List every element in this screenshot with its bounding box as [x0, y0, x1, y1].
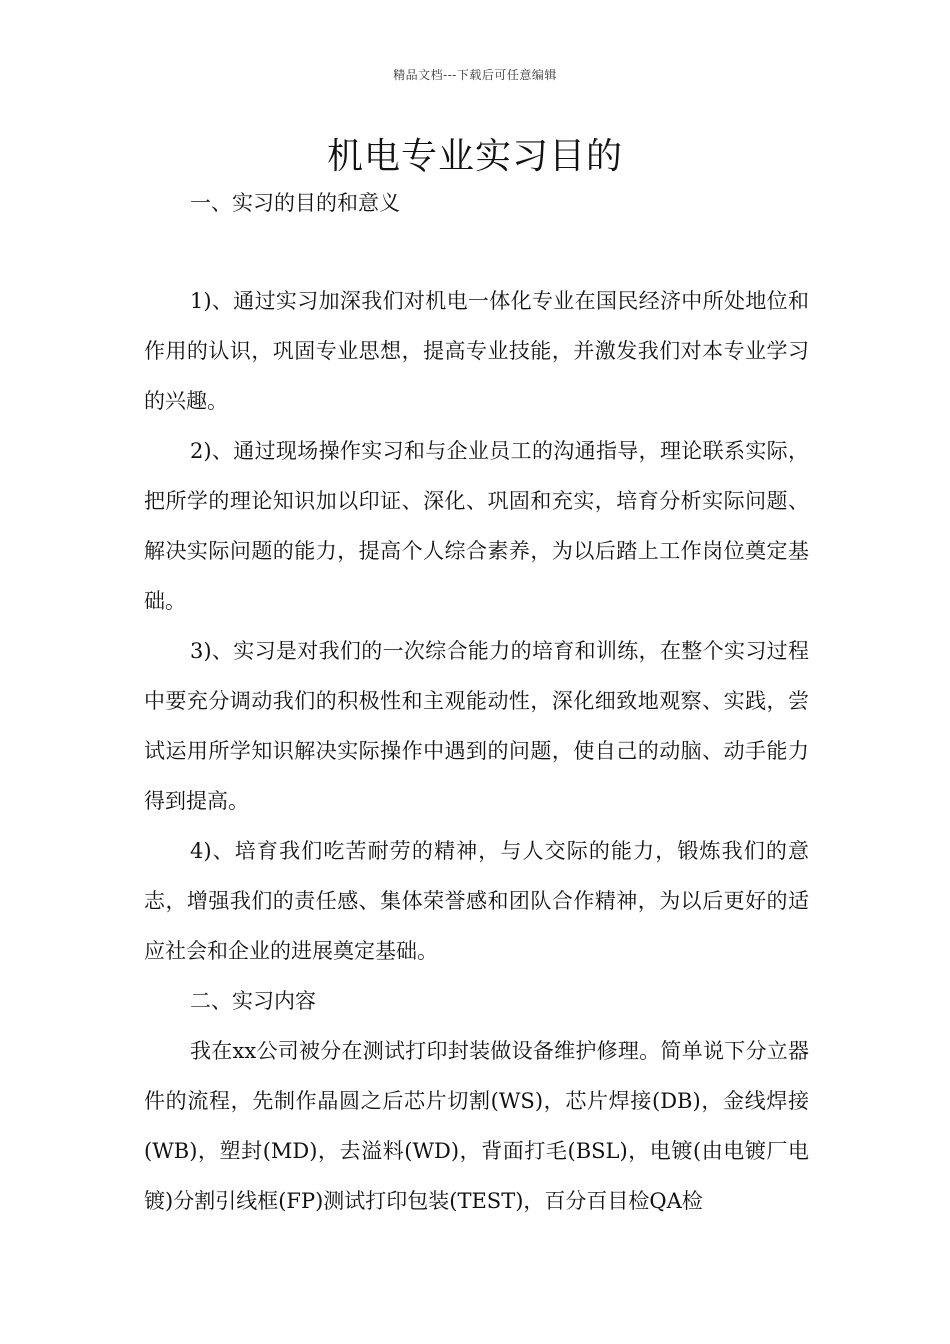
header-note: 精品文档---下载后可任意编辑 — [393, 68, 557, 82]
paragraph-5: 我在xx公司被分在测试打印封装做设备维护修理。简单说下分立器件的流程，先制作晶圆之后芯片切割(WS)，芯片焊接(DB)，金线焊接(WB)，塑封(MD)，去溢料(WD)，背面打毛(BSL)，电镀(由电镀厂电镀)分割引线框(FP)测试打印包装(TEST)，百分百目检QA检 — [144, 1039, 809, 1213]
paragraph-2: 2)、通过现场操作实习和与企业员工的沟通指导，理论联系实际，把所学的理论知识加以印证、深化、巩固和充实，培育分析实际问题、解决实际问题的能力，提高个人综合素养，为以后踏上工作岗位奠定基础。 — [144, 439, 809, 613]
paragraph-4: 4)、培育我们吃苦耐劳的精神，与人交际的能力，锻炼我们的意志，增强我们的责任感、集体荣誉感和团队合作精神，为以后更好的适应社会和企业的进展奠定基础。 — [144, 839, 809, 963]
paragraph-3: 3)、实习是对我们的一次综合能力的培育和训练，在整个实习过程中要充分调动我们的积极性和主观能动性，深化细致地观察、实践，尝试运用所学知识解决实际操作中遇到的问题，使自己的动脑、动手能力得到提高。 — [144, 639, 809, 813]
section-heading-purpose — [144, 178, 809, 228]
body-paragraphs — [144, 276, 809, 1226]
section-heading-content: 二、实习内容 — [190, 989, 316, 1013]
document-title: 机电专业实习目的 — [326, 136, 623, 177]
section-heading-text: 一、实习的目的和意义 — [190, 191, 400, 215]
paragraph-1: 1)、通过实习加深我们对机电一体化专业在国民经济中所处地位和作用的认识，巩固专业思想，提高专业技能，并激发我们对本专业学习的兴趣。 — [144, 289, 809, 413]
